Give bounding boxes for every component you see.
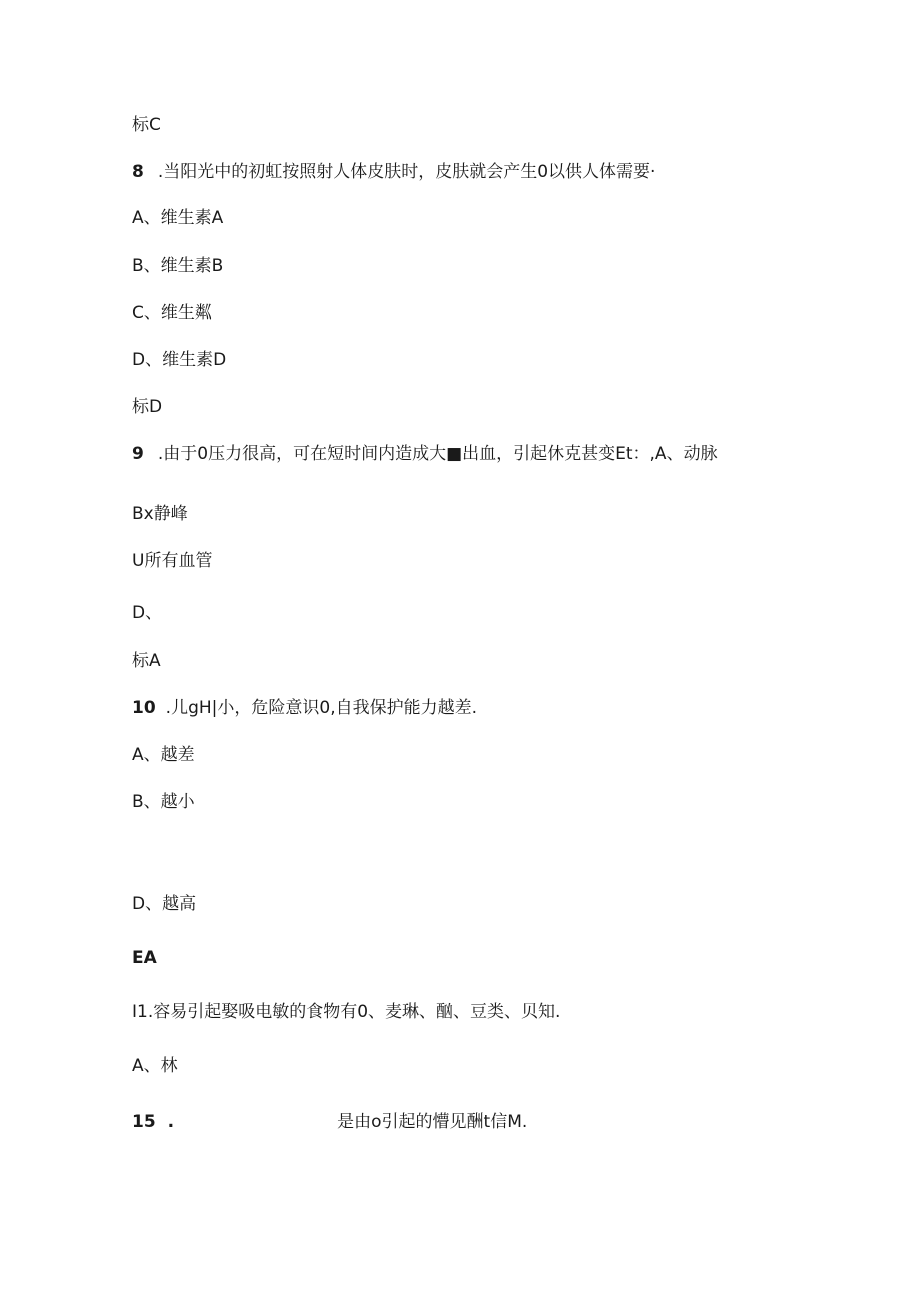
question-text: .儿gH|小，危险意识0,自我保护能力越差.	[165, 698, 478, 718]
option-c	[132, 551, 212, 571]
option-text: U所有血管	[132, 551, 213, 571]
question-11	[132, 1002, 560, 1022]
question-number: 15	[132, 1112, 156, 1132]
question-text: 是由o引起的懵见酬t信M.	[337, 1112, 528, 1132]
question-dot: .	[167, 1112, 175, 1132]
question-number: 8	[132, 162, 144, 182]
question-number: 10	[132, 698, 156, 718]
answer-text: 标D	[132, 397, 163, 417]
answer-text: EA	[132, 948, 157, 968]
option-d	[132, 350, 226, 370]
option-text: B、维生素B	[132, 256, 224, 276]
option-a	[132, 208, 223, 228]
question-15	[132, 1112, 527, 1132]
question-text: .由于0压力很高，可在短时间内造成大■出血，引起休克甚变Et：,A、动脉	[157, 444, 718, 464]
option-d	[132, 603, 162, 623]
option-b	[132, 504, 188, 524]
question-8	[132, 162, 655, 182]
option-a	[132, 745, 195, 765]
option-text: D、	[132, 603, 163, 623]
option-text: C、维生粼	[132, 303, 212, 323]
option-b	[132, 792, 195, 812]
option-a	[132, 1056, 178, 1076]
option-d	[132, 894, 196, 914]
question-text: I1.容易引起娶吸电敏的食物有0、麦琳、酗、豆类、贝知.	[132, 1002, 561, 1022]
option-text: B、越小	[132, 792, 195, 812]
option-text: A、林	[132, 1056, 178, 1076]
question-9	[132, 444, 718, 464]
option-text: D、维生素D	[132, 350, 227, 370]
question-number: 9	[132, 444, 144, 464]
answer-text: 标C	[132, 115, 161, 135]
option-text: A、维生素A	[132, 208, 224, 228]
option-b	[132, 256, 223, 276]
answer-line-ea	[132, 948, 157, 968]
answer-line-d	[132, 397, 162, 417]
option-text: Bx静峰	[132, 504, 188, 524]
answer-line-a	[132, 651, 161, 671]
answer-text: 标A	[132, 651, 161, 671]
option-text: A、越差	[132, 745, 195, 765]
question-text: .当阳光中的初虹按照射人体皮肤时，皮肤就会产生0以供人体需要·	[157, 162, 656, 182]
option-c	[132, 303, 212, 323]
option-text: D、越高	[132, 894, 197, 914]
answer-line-c	[132, 115, 161, 135]
question-10	[132, 698, 477, 718]
